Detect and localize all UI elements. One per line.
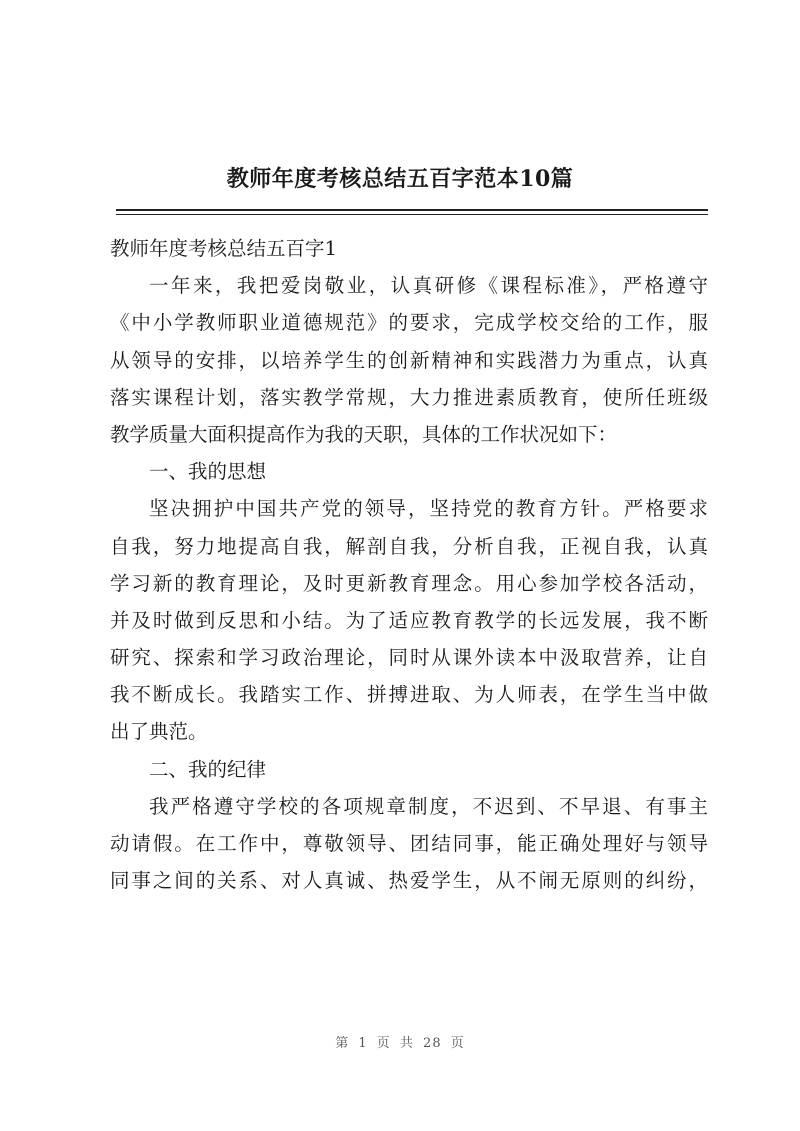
body-text-line: 落实课程计划，落实教学常规，大力推进素质教育，使所任班级 xyxy=(110,385,708,409)
page-footer: 第 1 页 共 28 页 xyxy=(335,1036,465,1051)
body-text-line: 二、我的纪律 xyxy=(149,757,267,781)
body-text-line: 坚决拥护中国共产党的领导，坚持党的教育方针。严格要求 xyxy=(149,497,708,521)
body-text-line: 并及时做到反思和小结。为了适应教育教学的长远发展，我不断 xyxy=(110,608,708,632)
body-text-line: 我不断成长。我踏实工作、拼搏进取、为人师表，在学生当中做 xyxy=(110,683,708,707)
body-text-line: 教学质量大面积提高作为我的天职，具体的工作状况如下： xyxy=(110,422,618,446)
title-divider-thin xyxy=(116,214,708,215)
body-text-line: 《中小学教师职业道德规范》的要求，完成学校交给的工作，服 xyxy=(110,311,708,335)
body-text-line: 从领导的安排，以培养学生的创新精神和实践潜力为重点，认真 xyxy=(110,348,708,372)
body-text-line: 研究、探索和学习政治理论，同时从课外读本中汲取营养，让自 xyxy=(110,646,708,670)
document-body xyxy=(110,230,708,899)
body-text-line: 我严格遵守学校的各项规章制度，不迟到、不早退、有事主 xyxy=(149,794,708,818)
body-text-line: 同事之间的关系、对人真诚、热爱学生，从不闹无原则的纠纷， xyxy=(110,869,708,893)
body-text-line: 学习新的教育理论，及时更新教育理念。用心参加学校各活动， xyxy=(110,571,708,595)
body-text-line: 自我，努力地提高自我，解剖自我，分析自我，正视自我，认真 xyxy=(110,534,708,558)
body-text-line: 一年来，我把爱岗敬业，认真研修《课程标准》，严格遵守 xyxy=(149,274,708,298)
section-heading: 教师年度考核总结五百字1 xyxy=(110,237,337,260)
body-text-line: 一、我的思想 xyxy=(149,460,267,484)
document-title: 教师年度考核总结五百字范本10篇 xyxy=(226,166,574,192)
body-text-line: 动请假。在工作中，尊敬领导、团结同事，能正确处理好与领导 xyxy=(110,832,708,855)
title-divider-thick xyxy=(116,209,708,211)
body-text-line: 出了典范。 xyxy=(110,720,208,744)
